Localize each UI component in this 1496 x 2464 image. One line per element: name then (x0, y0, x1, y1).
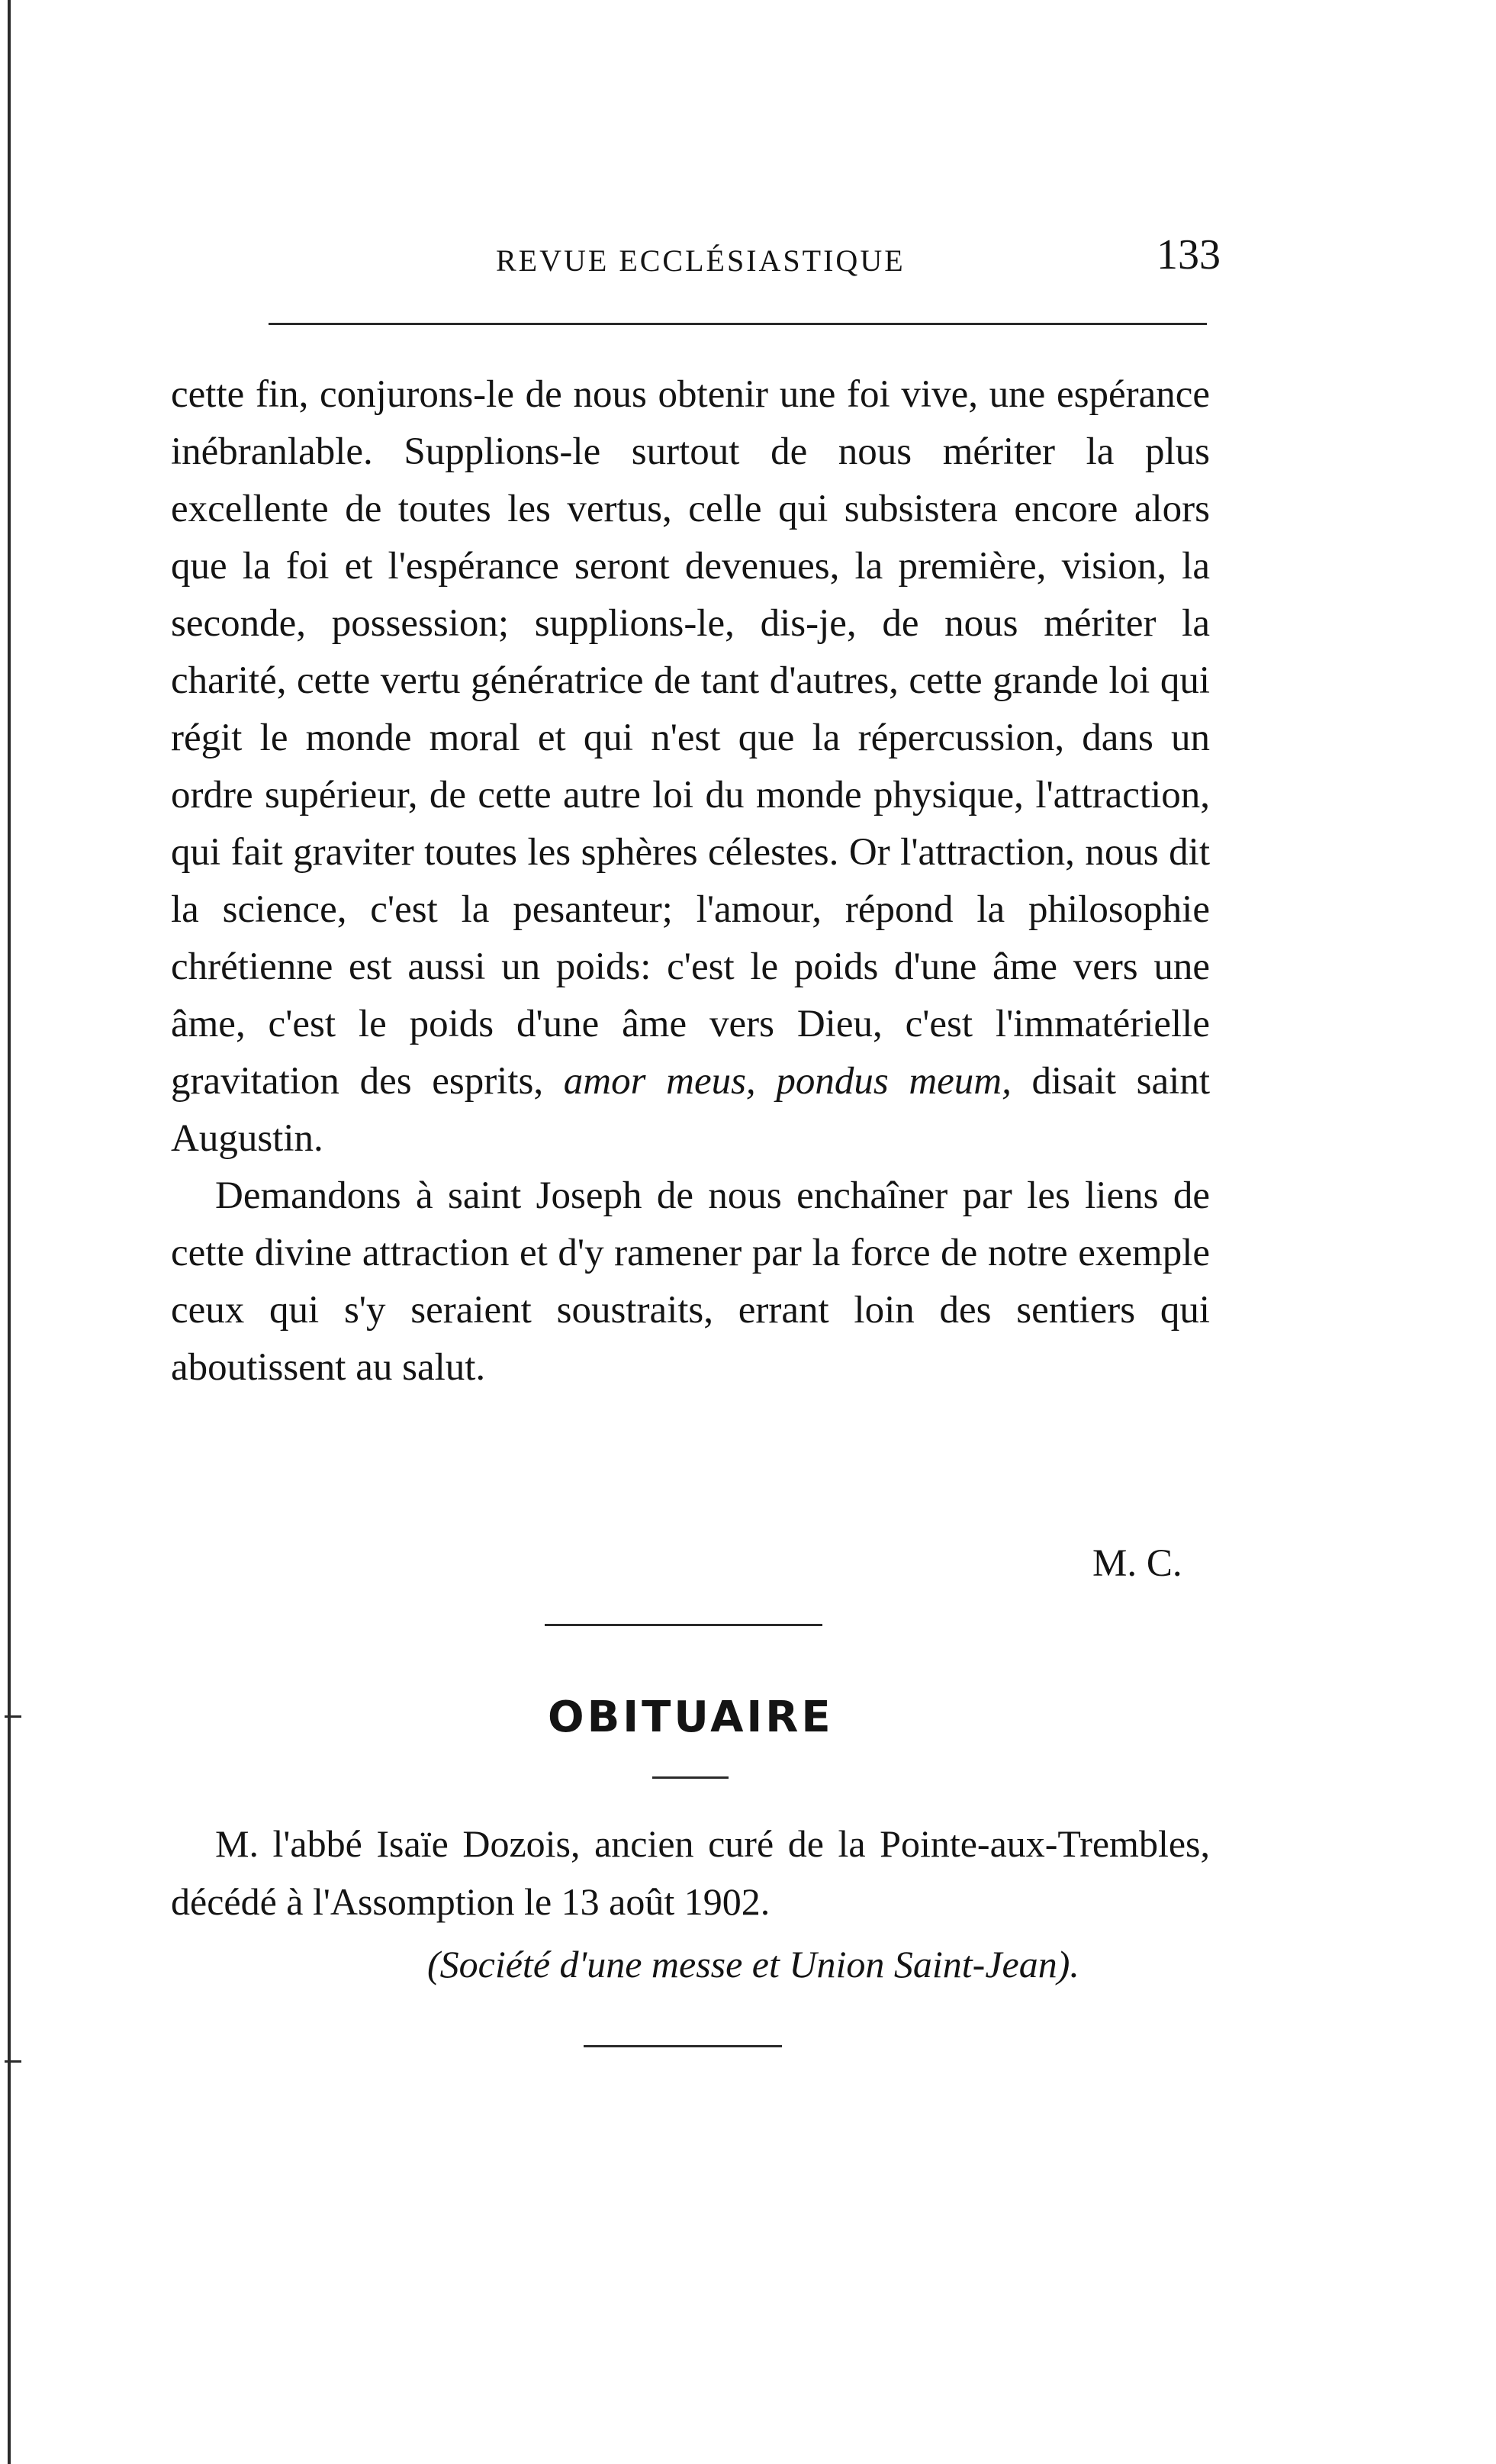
latin-quote: amor meus, pondus meum, (563, 1060, 1012, 1103)
heading-underline (652, 1776, 729, 1779)
paragraph-1 (171, 366, 1210, 1168)
obituary-credit: (Société d'une messe et Union Saint-Jean). (427, 1943, 1079, 1986)
author-signature: M. C. (1092, 1542, 1182, 1585)
margin-tick (5, 2060, 21, 2063)
running-head: REVUE ECCLÉSIASTIQUE (496, 243, 906, 278)
paragraph-1-end: disait saint Augustin. (171, 1060, 1210, 1160)
paragraph-1-text: cette fin, conjurons-le de nous obtenir une foi vive, une espérance inébranlable. Supplions-le surtout de nous mériter la plus excellente de toutes les vertus, celle qui subsistera encore alors que la foi et l'espérance seront devenues, la première, vision, la seconde, possession; supplions-le, dis-je, de nous mériter la charité, cette vertu génératrice de tant d'autres, cette grande loi qui régit le monde moral et qui n'est que la répercussion, dans un ordre supérieur, de cette autre loi du monde physique, l'attraction, qui fait graviter toutes les sphères célestes. Or l'attraction, nous dit la science, c'est la pesanteur; l'amour, répond la philosophie chrétienne est aussi un poids: c'est le poids d'une âme vers une âme, c'est le poids d'une âme vers Dieu, c'est l'immatérielle gravitation des esprits, (171, 373, 1210, 1103)
header-divider (269, 323, 1207, 325)
section-divider (545, 1624, 822, 1626)
margin-tick (5, 1715, 21, 1718)
paragraph-2: Demandons à saint Joseph de nous enchaîner par les liens de cette divine attraction et d'y ramener par la force de notre exemple ceux qui s'y seraient soustraits, errant loin des sentiers qui aboutissent au salut. (171, 1174, 1210, 1389)
page-number: 133 (1157, 231, 1221, 279)
obituary-heading: OBITUAIRE (548, 1693, 834, 1742)
article-text (171, 366, 1210, 1396)
obituary-entry: M. l'abbé Isaïe Dozois, ancien curé de la Pointe-aux-Trembles, décédé à l'Assomption le 13 août 1902. (171, 1822, 1210, 1923)
end-divider (584, 2045, 782, 2047)
page-margin-rule (8, 0, 11, 2464)
